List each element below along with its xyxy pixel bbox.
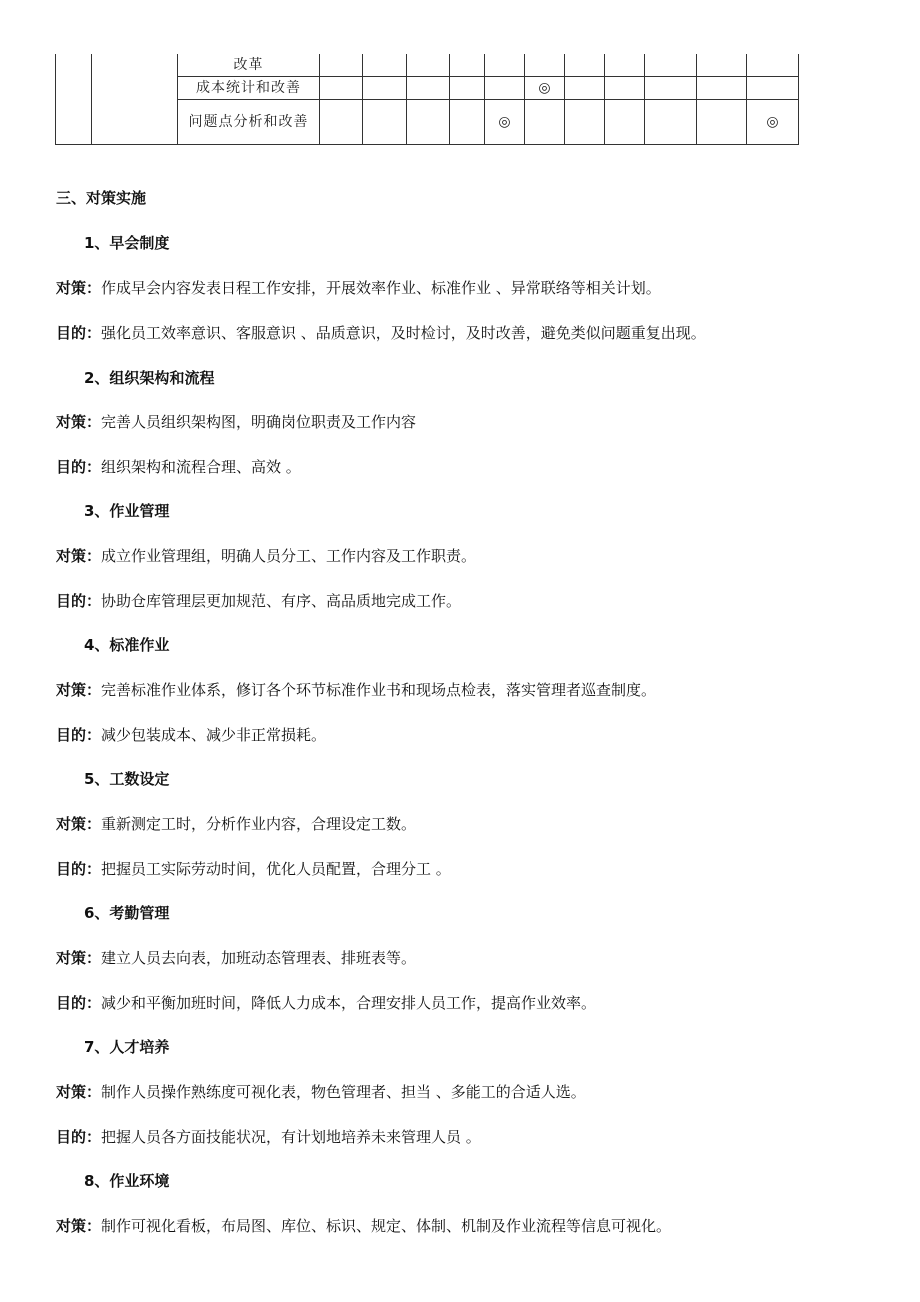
item-title: 8、作业环境	[84, 1172, 170, 1190]
table-mark-cell: ◎	[747, 100, 799, 145]
table-mark-cell	[363, 77, 407, 100]
measure-text: 作成早会内容发表日程工作安排，开展效率作业、标准作业 、异常联络等相关计划。	[101, 279, 661, 297]
purpose-text: 减少包装成本、减少非正常损耗。	[101, 726, 327, 744]
measure-label: 对策：	[56, 1083, 102, 1101]
table-mark-cell	[320, 54, 363, 77]
item-title: 6、考勤管理	[84, 904, 170, 922]
item-title: 2、组织架构和流程	[84, 369, 215, 387]
purpose-label: 目的：	[56, 592, 102, 610]
purpose-line	[56, 322, 706, 343]
item-title: 7、人才培养	[84, 1038, 170, 1056]
measure-text: 制作人员操作熟练度可视化表，物色管理者、担当 、多能工的合适人选。	[101, 1083, 586, 1101]
table-mark-cell	[565, 54, 605, 77]
table-mark-cell	[747, 54, 799, 77]
table-mark-cell	[645, 54, 697, 77]
measure-text: 成立作业管理组，明确人员分工、工作内容及工作职责。	[101, 547, 477, 565]
item-title: 4、标准作业	[84, 636, 170, 654]
purpose-line	[56, 992, 596, 1013]
purpose-label: 目的：	[56, 860, 102, 878]
table-mark-cell	[450, 54, 485, 77]
table-mark-cell	[645, 100, 697, 145]
table-item-cell: 问题点分析和改善	[178, 100, 320, 145]
purpose-label: 目的：	[56, 1128, 102, 1146]
table-mark-cell	[407, 77, 450, 100]
table-mark-cell: ◎	[485, 100, 525, 145]
table-mark-cell	[363, 54, 407, 77]
table-mark-cell	[565, 77, 605, 100]
table-mark-cell	[485, 77, 525, 100]
table-mark-cell	[747, 77, 799, 100]
table-row	[56, 54, 799, 77]
measure-line	[56, 947, 416, 968]
table-mark-cell	[605, 54, 645, 77]
item-title: 1、早会制度	[84, 234, 170, 252]
measure-label: 对策：	[56, 413, 102, 431]
measure-text: 重新测定工时，分析作业内容，合理设定工数。	[101, 815, 417, 833]
measure-text: 制作可视化看板，布局图、库位、标识、规定、体制、机制及作业流程等信息可视化。	[101, 1217, 672, 1235]
measure-line	[56, 545, 476, 566]
table-mark-cell	[320, 100, 363, 145]
measure-line	[56, 411, 416, 432]
measure-line	[56, 1081, 586, 1102]
table-mark-cell	[697, 54, 747, 77]
table-mark-cell	[697, 100, 747, 145]
purpose-label: 目的：	[56, 726, 102, 744]
measure-label: 对策：	[56, 547, 102, 565]
measure-text: 建立人员去向表，加班动态管理表、排班表等。	[101, 949, 417, 967]
section-heading: 三、对策实施	[56, 189, 147, 207]
measure-line	[56, 679, 656, 700]
table-mark-cell	[697, 77, 747, 100]
purpose-text: 协助仓库管理层更加规范、有序、高品质地完成工作。	[101, 592, 462, 610]
table-mark-cell	[407, 100, 450, 145]
table-mark-cell	[450, 77, 485, 100]
schedule-table	[55, 54, 799, 145]
purpose-label: 目的：	[56, 324, 102, 342]
purpose-text: 组织架构和流程合理、高效 。	[101, 458, 301, 476]
table-cell-empty	[56, 54, 92, 145]
table-mark-cell	[565, 100, 605, 145]
measure-line	[56, 277, 661, 298]
purpose-text: 把握人员各方面技能状况，有计划地培养未来管理人员 。	[101, 1128, 481, 1146]
table-item-cell: 成本统计和改善	[178, 77, 320, 100]
table-mark-cell	[407, 54, 450, 77]
table-mark-cell	[450, 100, 485, 145]
table-mark-cell	[485, 54, 525, 77]
measure-line	[56, 1215, 671, 1236]
table-cell-empty	[92, 54, 178, 145]
table-mark-cell	[605, 100, 645, 145]
purpose-label: 目的：	[56, 994, 102, 1012]
measure-text: 完善标准作业体系，修订各个环节标准作业书和现场点检表，落实管理者巡查制度。	[101, 681, 657, 699]
measure-label: 对策：	[56, 949, 102, 967]
item-title: 3、作业管理	[84, 502, 170, 520]
purpose-text: 强化员工效率意识、客服意识 、品质意识，及时检讨，及时改善，避免类似问题重复出现。	[101, 324, 706, 342]
table-mark-cell	[525, 100, 565, 145]
table-mark-cell	[605, 77, 645, 100]
item-title: 5、工数设定	[84, 770, 170, 788]
measure-label: 对策：	[56, 681, 102, 699]
table-mark-cell	[525, 54, 565, 77]
purpose-label: 目的：	[56, 458, 102, 476]
purpose-line	[56, 590, 461, 611]
purpose-line	[56, 456, 301, 477]
measure-label: 对策：	[56, 279, 102, 297]
table-mark-cell: ◎	[525, 77, 565, 100]
purpose-text: 把握员工实际劳动时间，优化人员配置，合理分工 。	[101, 860, 451, 878]
table-item-cell: 改革	[178, 54, 320, 77]
purpose-line	[56, 724, 326, 745]
table-mark-cell	[320, 77, 363, 100]
measure-line	[56, 813, 416, 834]
table-mark-cell	[645, 77, 697, 100]
measure-label: 对策：	[56, 1217, 102, 1235]
table-mark-cell	[363, 100, 407, 145]
measure-label: 对策：	[56, 815, 102, 833]
purpose-text: 减少和平衡加班时间，降低人力成本，合理安排人员工作，提高作业效率。	[101, 994, 597, 1012]
purpose-line	[56, 858, 451, 879]
purpose-line	[56, 1126, 481, 1147]
measure-text: 完善人员组织架构图，明确岗位职责及工作内容	[101, 413, 417, 431]
